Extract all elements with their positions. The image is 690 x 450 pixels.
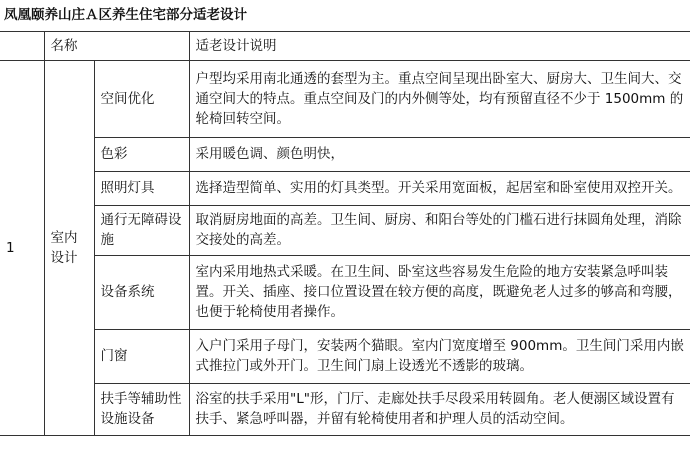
row-number-cell: 1 [0, 60, 44, 435]
design-table [0, 32, 690, 436]
header-description-cell: 适老设计说明 [189, 32, 690, 60]
header-name-cell: 名称 [44, 32, 189, 60]
item-name-cell: 门窗 [94, 329, 189, 383]
item-description-cell: 取消厨房地面的高差。卫生间、厨房、和阳台等处的门槛石进行抹圆角处理，消除交接处的高差。 [189, 205, 690, 255]
header-number-cell [0, 32, 44, 60]
table-row [0, 255, 690, 329]
item-name-cell: 设备系统 [94, 255, 189, 329]
item-name-cell: 照明灯具 [94, 171, 189, 205]
header-row [0, 32, 690, 60]
item-description-cell: 采用暖色调、颜色明快， [189, 137, 690, 171]
table-row [0, 171, 690, 205]
category-cell: 室内设计 [44, 60, 94, 435]
item-name-cell: 空间优化 [94, 60, 189, 137]
item-name-cell: 扶手等辅助性设施设备 [94, 383, 189, 435]
item-description-cell: 入户门采用子母门，安装两个猫眼。室内门宽度增至 900mm。卫生间门采用内嵌式推拉门或外开门。卫生间门扇上设透光不透影的玻璃。 [189, 329, 690, 383]
item-description-cell: 浴室的扶手采用"L"形，门厅、走廊处扶手尽段采用转圆角。老人便溺区域设置有扶手、紧急呼叫器，并留有轮椅使用者和护理人员的活动空间。 [189, 383, 690, 435]
table-row [0, 329, 690, 383]
document-title: 凤凰颐养山庄Ａ区养生住宅部分适老设计 [0, 0, 690, 32]
item-description-cell: 选择造型简单、实用的灯具类型。开关采用宽面板，起居室和卧室使用双控开关。 [189, 171, 690, 205]
table-row [0, 205, 690, 255]
item-name-cell: 色彩 [94, 137, 189, 171]
item-name-cell: 通行无障碍设施 [94, 205, 189, 255]
table-row [0, 60, 690, 137]
item-description-cell: 室内采用地热式采暖。在卫生间、卧室这些容易发生危险的地方安装紧急呼叫装置。开关、插座、接口位置设置在较方便的高度，既避免老人过多的够高和弯腰，也便于轮椅使用者操作。 [189, 255, 690, 329]
table-row [0, 383, 690, 435]
item-description-cell: 户型均采用南北通透的套型为主。重点空间呈现出卧室大、厨房大、卫生间大、交通空间大的特点。重点空间及门的内外侧等处，均有预留直径不少于 1500mm 的轮椅回转空间。 [189, 60, 690, 137]
table-row [0, 137, 690, 171]
